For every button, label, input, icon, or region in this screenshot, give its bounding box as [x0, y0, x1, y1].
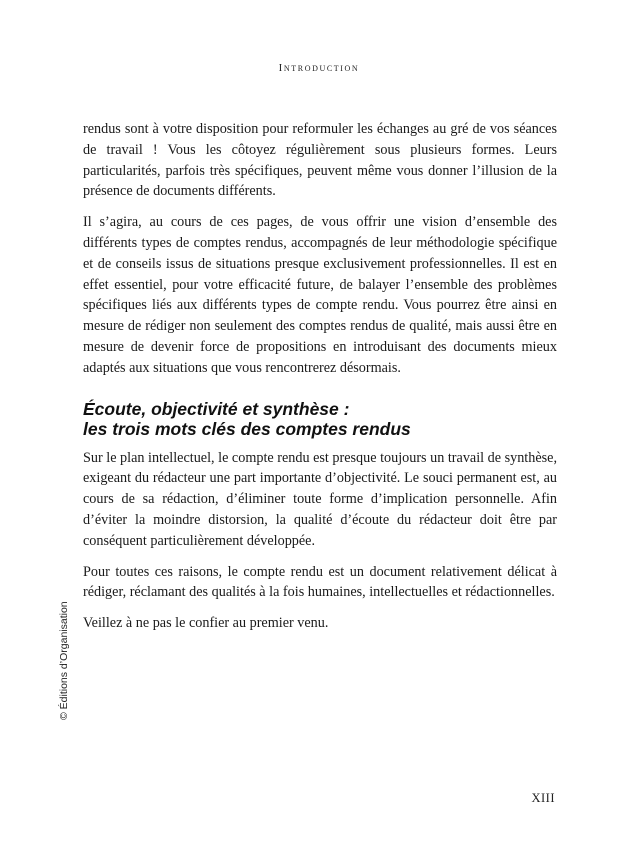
intro-paragraph-1: rendus sont à votre disposition pour reformuler les échanges au gré de vos séances de travail ! Vous les côtoyez régulièrement sous plusieurs formes. Leurs particularités, parfois très spécifiques, peuvent même vous donner l’illusion de la présence de documents différents.: [83, 121, 557, 200]
section-heading-line-2: les trois mots clés des comptes rendus: [83, 418, 411, 439]
running-header: Introduction: [278, 62, 360, 74]
page-body: [83, 119, 557, 644]
page-number: XIII: [531, 791, 555, 805]
section-heading: [83, 399, 557, 439]
section-paragraph-3: Veillez à ne pas le confier au premier venu.: [83, 615, 329, 632]
copyright-notice: © Éditions d’Organisation: [58, 601, 70, 720]
section-paragraph-1: Sur le plan intellectuel, le compte rendu est presque toujours un travail de synthèse, exigeant du rédacteur une part importante d’objectivité. Le souci permanent est, au cours de sa rédaction, d’éliminer toute forme d’implication personnelle. Afin d’éviter la moindre distorsion, la qualité d’écoute du rédacteur doit être par conséquent particulièrement développée.: [83, 449, 557, 549]
intro-paragraph-2: Il s’agira, au cours de ces pages, de vous offrir une vision d’ensemble des différents types de comptes rendus, accompagnés de leur méthodologie spécifique et de conseils issus de situations presque exclusivement professionnelles. Il est en effet essentiel, pour votre efficacité future, de balayer l’ensemble des problèmes spécifiques liés aux différents types de compte rendu. Vous pourrez être ainsi en mesure de rédiger non seulement des comptes rendus de qualité, mais aussi être en mesure de devenir force de propositions en introduisant des documents mieux adaptés aux situations que vous rencontrerez désormais.: [83, 214, 557, 376]
section-heading-line-1: Écoute, objectivité et synthèse :: [83, 398, 350, 419]
section-paragraph-2: Pour toutes ces raisons, le compte rendu est un document relativement délicat à rédiger, réclamant des qualités à la fois humaines, intellectuelles et rédactionnelles.: [83, 563, 557, 601]
